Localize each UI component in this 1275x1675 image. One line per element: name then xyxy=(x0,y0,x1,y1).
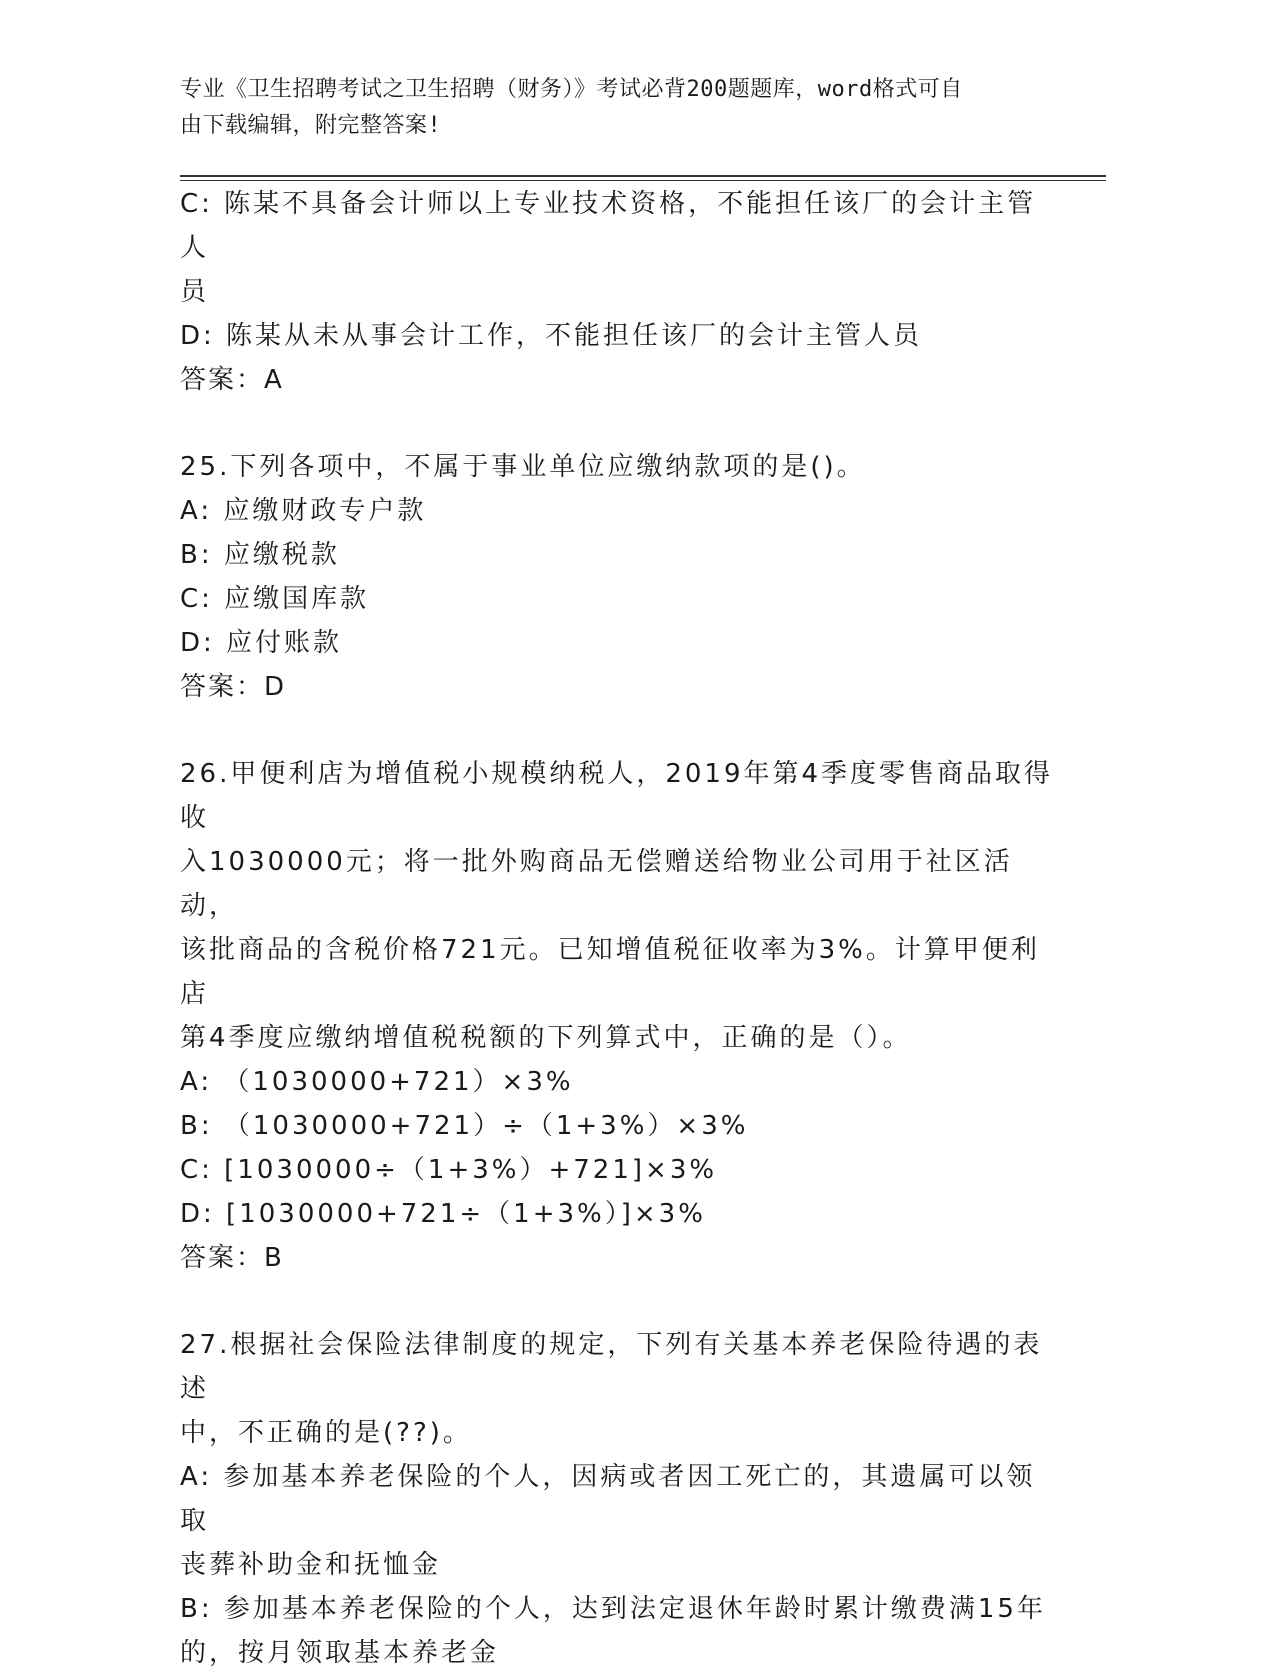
option-c: C: 应缴国库款 xyxy=(180,584,370,614)
header-line-1: 专业《卫生招聘考试之卫生招聘（财务）》考试必背200题题库，word格式可自 xyxy=(180,77,963,102)
question-25 xyxy=(180,445,1060,709)
option-a: A: 参加基本养老保险的个人，因病或者因工死亡的，其遗属可以领取 xyxy=(180,1462,1036,1536)
answer: 答案：D xyxy=(180,672,287,702)
option-b: B: （1030000+721）÷（1+3%）×3% xyxy=(180,1111,749,1141)
header-line-2: 由下载编辑，附完整答案! xyxy=(180,113,442,138)
document-header xyxy=(180,72,1040,144)
question-stem-2: 入1030000元；将一批外购商品无偿赠送给物业公司用于社区活动， xyxy=(180,847,1013,921)
question-stem-1: 27.根据社会保险法律制度的规定，下列有关基本养老保险待遇的表述 xyxy=(180,1330,1043,1404)
option-b: B: 应缴税款 xyxy=(180,540,340,570)
header-divider-thin xyxy=(180,180,1106,181)
question-27 xyxy=(180,1323,1060,1675)
question-stem-2: 中，不正确的是(??)。 xyxy=(180,1418,472,1448)
question-stem-3: 该批商品的含税价格721元。已知增值税征收率为3%。计算甲便利店 xyxy=(180,935,1040,1009)
option-a: A: （1030000+721）×3% xyxy=(180,1067,574,1097)
option-a: A: 应缴财政专户款 xyxy=(180,496,427,526)
option-c: C: [1030000÷（1+3%）+721]×3% xyxy=(180,1155,718,1185)
question-26 xyxy=(180,752,1060,1280)
option-d: D: [1030000+721÷（1+3%）]×3% xyxy=(180,1199,706,1229)
option-c: C: 陈某不具备会计师以上专业技术资格，不能担任该厂的会计主管人 xyxy=(180,189,1037,263)
header-divider-thick xyxy=(180,175,1106,177)
option-d: D: 应付账款 xyxy=(180,628,343,658)
option-b-cont: 的，按月领取基本养老金 xyxy=(180,1638,500,1668)
question-stem: 25.下列各项中，不属于事业单位应缴纳款项的是()。 xyxy=(180,452,866,482)
question-24 xyxy=(180,182,1060,402)
option-d: D: 陈某从未从事会计工作，不能担任该厂的会计主管人员 xyxy=(180,321,923,351)
answer: 答案：B xyxy=(180,1243,284,1273)
question-stem-4: 第4季度应缴纳增值税税额的下列算式中，正确的是（）。 xyxy=(180,1023,912,1053)
document-body xyxy=(180,182,1060,1675)
option-a-cont: 丧葬补助金和抚恤金 xyxy=(180,1550,442,1580)
answer: 答案：A xyxy=(180,365,284,395)
question-stem-1: 26.甲便利店为增值税小规模纳税人，2019年第4季度零售商品取得收 xyxy=(180,759,1054,833)
option-b: B: 参加基本养老保险的个人，达到法定退休年龄时累计缴费满15年 xyxy=(180,1594,1046,1624)
option-c-cont: 员 xyxy=(180,277,210,307)
